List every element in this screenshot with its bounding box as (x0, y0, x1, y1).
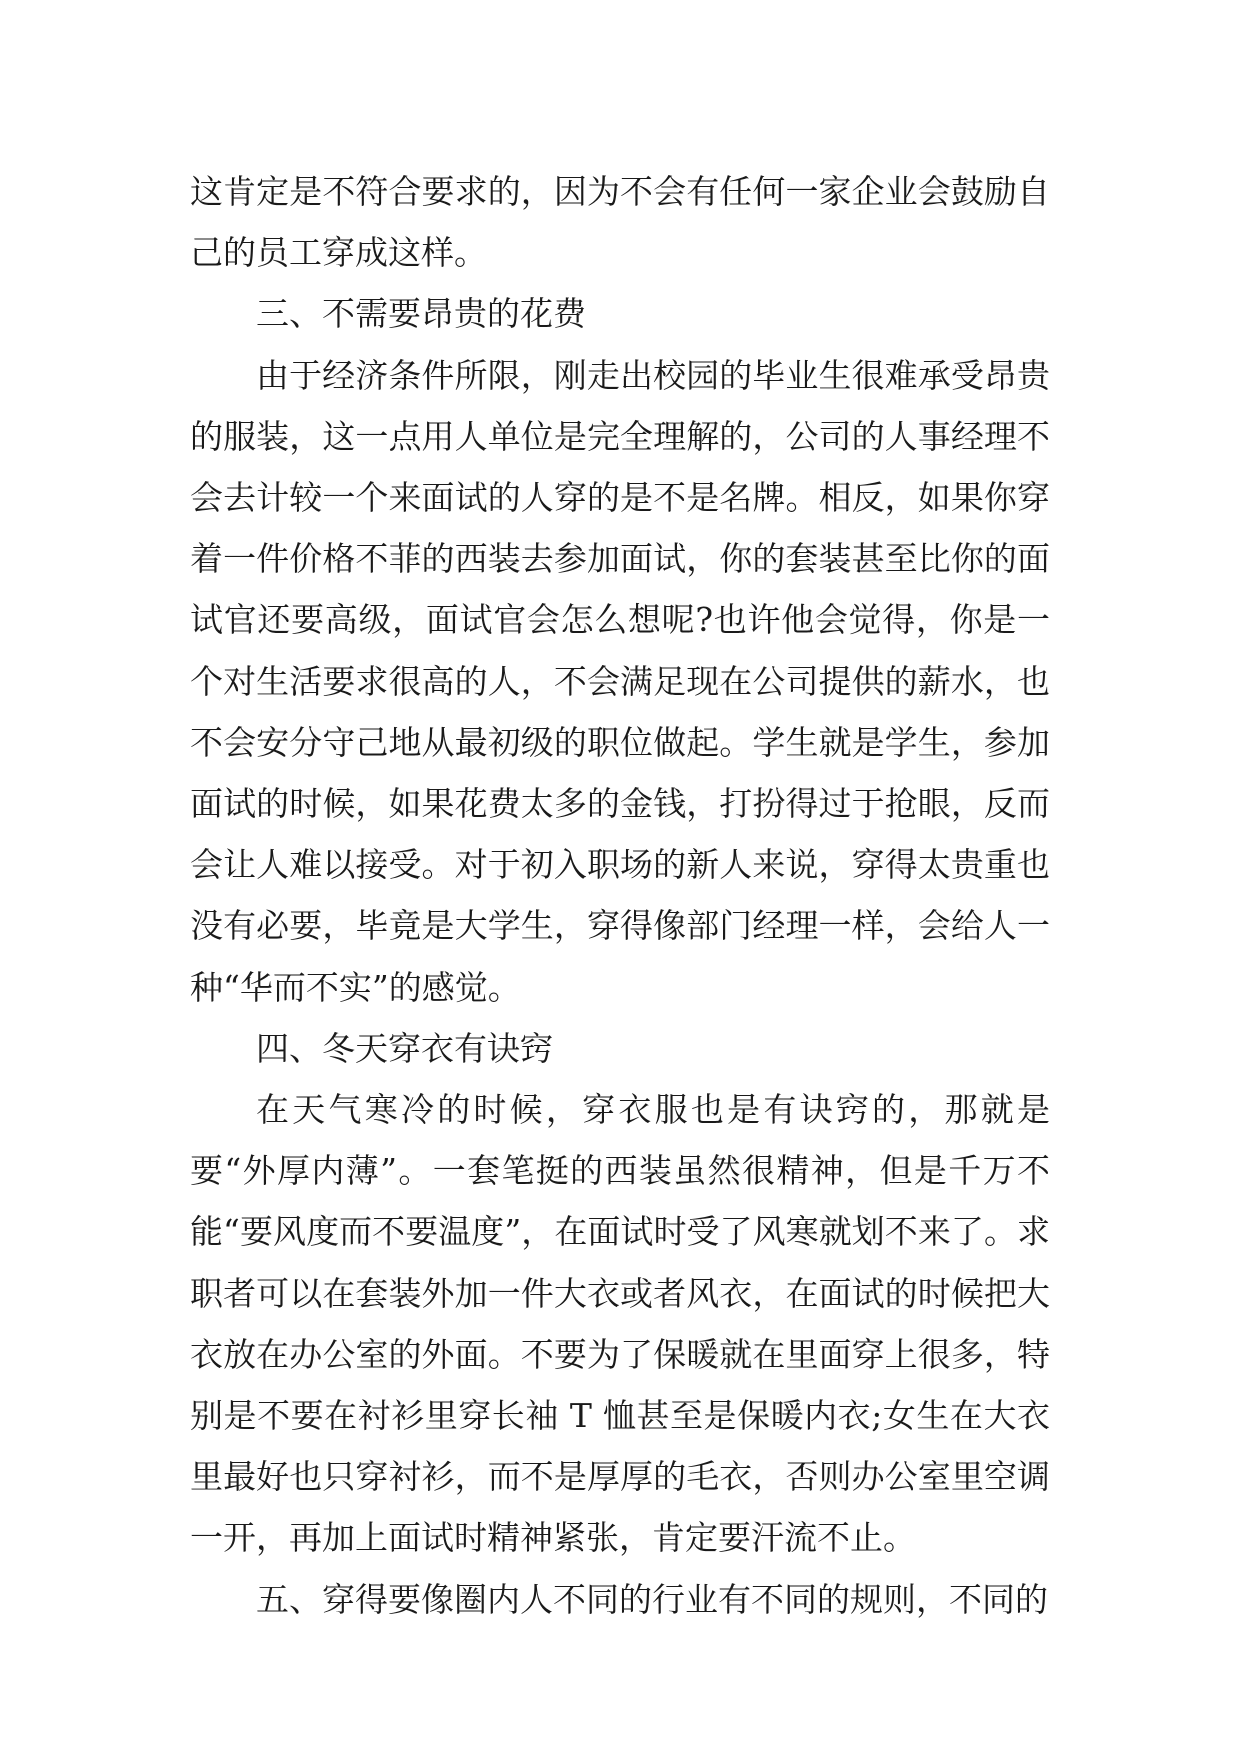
section-heading-3: 三、不需要昂贵的花费 (256, 294, 586, 334)
section-heading-5: 五、穿得要像圈内人不同的行业有不同的规则，不同的 (256, 1579, 1048, 1619)
paragraph-cost: 由于经济条件所限，刚走出校园的毕业生很难承受昂贵的服装，这一点用人单位是完全理解的，公司的人事经理不会去计较一个来面试的人穿的是不是名牌。相反，如果你穿着一件价格不菲的西装去参加面试，你的套装甚至比你的面试官还要高级，面试官会怎么想呢?也许他会觉得，你是一个对生活要求很高的人，不会满足现在公司提供的薪水，也不会安分守己地从最初级的职位做起。学生就是学生，参加面试的时候，如果花费太多的金钱，打扮得过于抢眼，反而会让人难以接受。对于初入职场的新人来说，穿得太贵重也没有必要，毕竟是大学生，穿得像部门经理一样，会给人一种“华而不实”的感觉。 (190, 355, 1050, 1007)
body-text (190, 161, 1050, 1630)
paragraph-winter: 在天气寒冷的时候，穿衣服也是有诀窍的，那就是要“外厚内薄”。一套笔挺的西装虽然很精神，但是千万不能“要风度而不要温度”，在面试时受了风寒就划不来了。求职者可以在套装外加一件大衣或者风衣，在面试的时候把大衣放在办公室的外面。不要为了保暖就在里面穿上很多，特别是不要在衬衫里穿长袖 T 恤甚至是保暖内衣;女生在大衣里最好也只穿衬衫，而不是厚厚的毛衣，否则办公室里空调一开，再加上面试时精神紧张，肯定要汗流不止。 (190, 1090, 1050, 1558)
section-heading-4: 四、冬天穿衣有诀窍 (256, 1028, 553, 1068)
paragraph-continuation: 这肯定是不符合要求的，因为不会有任何一家企业会鼓励自己的员工穿成这样。 (190, 172, 1050, 273)
